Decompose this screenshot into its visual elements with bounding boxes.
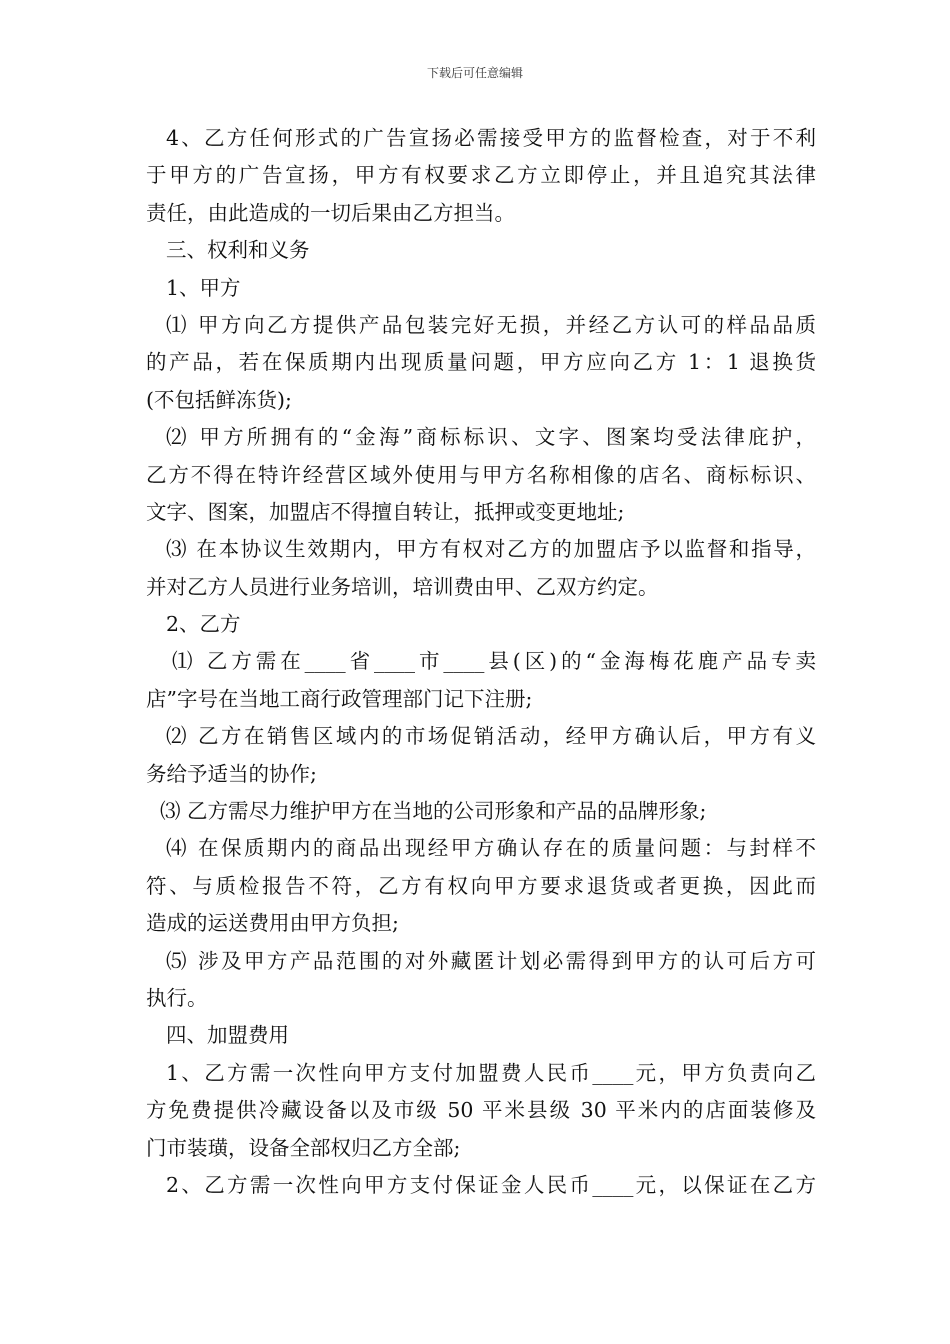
paragraph-line: ⑴ 甲方向乙方提供产品包装完好无损，并经乙方认可的样品品质: [166, 312, 816, 337]
paragraph-line: 4、乙方任何形式的广告宣扬必需接受甲方的监督检查，对于不利: [166, 126, 816, 150]
subsection-heading: 1、甲方: [166, 275, 241, 300]
paragraph-line: 方免费提供冷藏设备以及市级 50 平米县级 30 平米内的店面装修及: [146, 1098, 816, 1123]
paragraph-line: 符、与质检报告不符，乙方有权向甲方要求退货或者更换，因此而: [146, 873, 816, 898]
paragraph-line: ⑴ 乙方需在____省____市____县(区)的“金海梅花鹿产品专卖: [172, 649, 816, 674]
paragraph-line: ⑵ 乙方在销售区域内的市场促销活动，经甲方确认后，甲方有义: [166, 724, 816, 749]
paragraph-line: (不包括鲜冻货);: [146, 387, 292, 412]
paragraph-line: 的产品，若在保质期内出现质量问题，甲方应向乙方 1：1 退换货: [146, 350, 816, 375]
document-body: [146, 120, 816, 1204]
paragraph-line: 责任，由此造成的一切后果由乙方担当。: [146, 200, 515, 225]
paragraph-line: 造成的运送费用由甲方负担;: [146, 911, 399, 936]
paragraph-line: 务给予适当的协作;: [146, 761, 317, 786]
paragraph-line: ⑷ 在保质期内的商品出现经甲方确认存在的质量问题：与封样不: [166, 836, 816, 861]
section-heading: 四、加盟费用: [166, 1023, 289, 1048]
paragraph-line: 于甲方的广告宣扬，甲方有权要求乙方立即停止，并且追究其法律: [146, 163, 816, 188]
paragraph-line: ⑶ 乙方需尽力维护甲方在当地的公司形象和产品的品牌形象;: [160, 799, 707, 824]
paragraph-line: 2、乙方需一次性向甲方支付保证金人民币____元，以保证在乙方: [166, 1172, 816, 1197]
paragraph-line: 文字、图案，加盟店不得擅自转让，抵押或变更地址;: [146, 499, 625, 524]
paragraph-line: 1、乙方需一次性向甲方支付加盟费人民币____元，甲方负责向乙: [166, 1060, 816, 1085]
paragraph-line: ⑵ 甲方所拥有的“金海”商标标识、文字、图案均受法律庇护，: [166, 425, 816, 450]
paragraph-line: 店”字号在当地工商行政管理部门记下注册;: [146, 686, 533, 711]
paragraph-line: 门市装璜，设备全部权归乙方全部;: [146, 1135, 461, 1160]
subsection-heading: 2、乙方: [166, 612, 241, 637]
page-header: 下载后可任意编辑: [426, 66, 523, 80]
paragraph-line: ⑶ 在本协议生效期内，甲方有权对乙方的加盟店予以监督和指导，: [166, 537, 816, 562]
section-heading: 三、权利和义务: [166, 238, 310, 263]
paragraph-line: ⑸ 涉及甲方产品范围的对外藏匿计划必需得到甲方的认可后方可: [166, 948, 816, 973]
paragraph-line: 执行。: [146, 985, 208, 1010]
paragraph-line: 乙方不得在特许经营区域外使用与甲方名称相像的店名、商标标识、: [146, 462, 816, 487]
paragraph-line: 并对乙方人员进行业务培训，培训费由甲、乙双方约定。: [146, 574, 659, 599]
